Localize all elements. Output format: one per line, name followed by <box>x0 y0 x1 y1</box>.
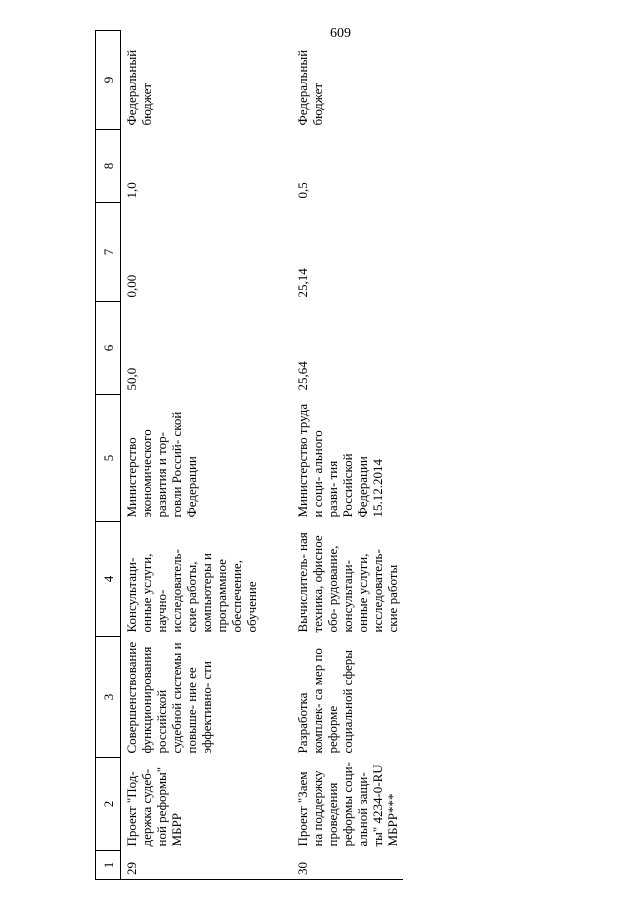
value-cell: 50,0 <box>124 367 139 391</box>
items-cell: Консультаци- онные услуги, научно- исследователь- ские работы, компьютеры и программное обеспечение, обучение <box>124 549 259 633</box>
row-number: 30 <box>292 851 403 880</box>
page-number: 609 <box>330 26 351 41</box>
row-number: 29 <box>121 851 293 880</box>
executor-cell: Министерство экономического развития и тор- говли Россий- ской Федерации <box>124 411 199 518</box>
table-row <box>121 31 293 880</box>
executor-cell: Министерство труда и соци- ального разви- тия Российской Федерации 15.12.2014 <box>295 403 385 518</box>
data-table <box>95 30 403 880</box>
project-cell: Проект "Под- держка судеб- ной реформы" МБРР <box>124 766 184 847</box>
header-cell: 4 <box>96 522 121 637</box>
header-cell: 7 <box>96 203 121 302</box>
value-cell: 25,64 <box>295 361 310 391</box>
header-cell: 8 <box>96 130 121 203</box>
table-row <box>292 31 403 880</box>
header-cell: 5 <box>96 395 121 522</box>
value-cell: 0,5 <box>295 182 310 199</box>
rotated-table-container <box>95 40 505 880</box>
header-cell: 2 <box>96 758 121 851</box>
goal-cell: Разработка комплек- са мер по реформе социальной сферы <box>295 648 355 754</box>
source-cell: Федеральный бюджет <box>124 49 154 126</box>
header-cell: 6 <box>96 302 121 395</box>
value-cell: 25,14 <box>295 268 310 298</box>
items-cell: Вычислитель- ная техника, офисное обо- рудование, консультаци- онные услуги, исследователь- ские работы <box>295 532 400 633</box>
source-cell: Федеральный бюджет <box>295 49 325 126</box>
header-row <box>96 31 121 880</box>
header-cell: 1 <box>96 851 121 880</box>
project-cell: Проект "Заем на поддержку проведения реформы соци- альной защи- ты" 4234-0-RU МБРР*** <box>295 762 400 847</box>
value-cell: 0,00 <box>124 274 139 298</box>
header-cell: 3 <box>96 637 121 758</box>
goal-cell: Совершенствование функционирования российской судебной системы и повыше- ние ее эффективно- сти <box>124 641 214 754</box>
value-cell: 1,0 <box>124 182 139 199</box>
header-cell: 9 <box>96 31 121 130</box>
